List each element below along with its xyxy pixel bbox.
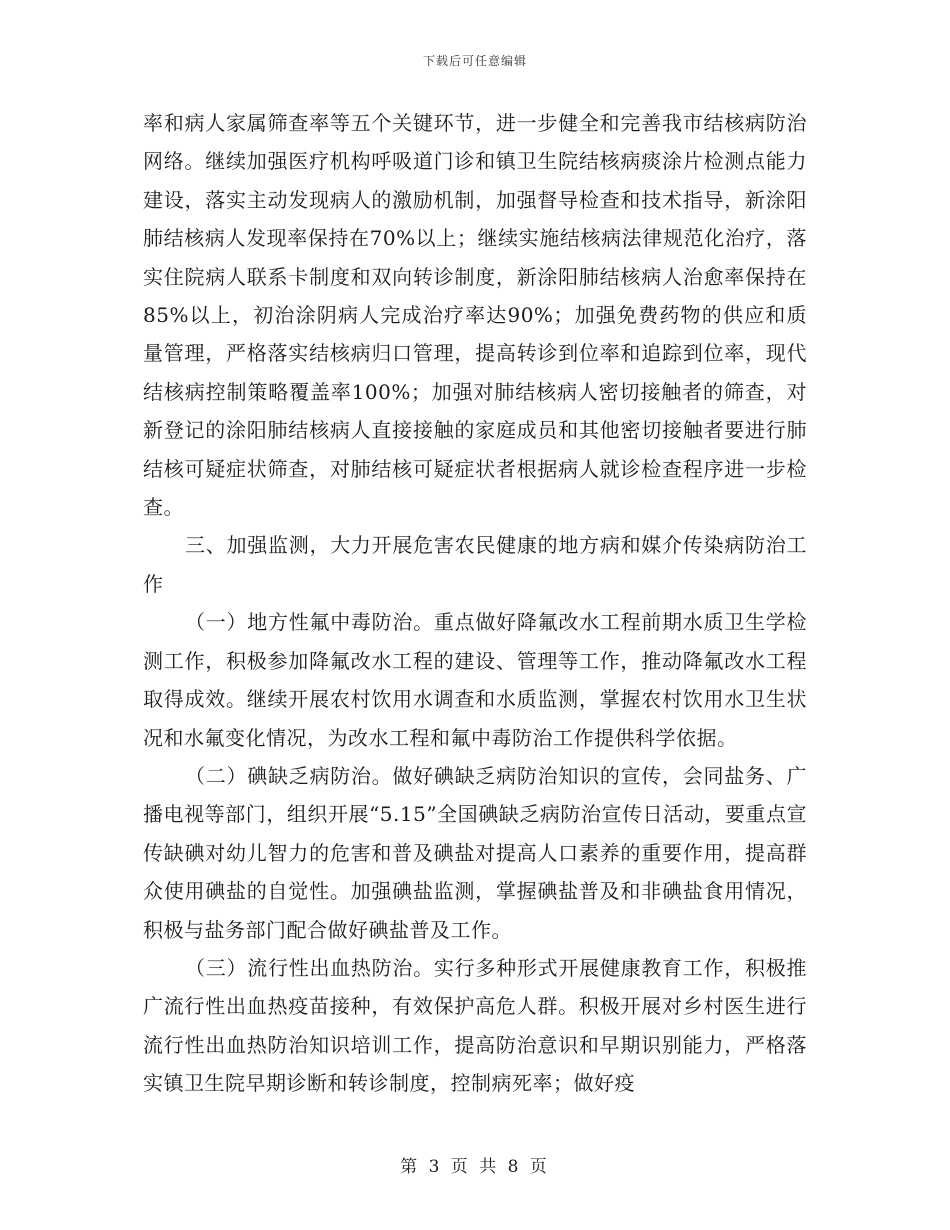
paragraph-tb-control: 率和病人家属筛查率等五个关键环节，进一步健全和完善我市结核病防治网络。继续加强医疗机构呼吸道门诊和镇卫生院结核病痰涂片检测点能力建设，落实主动发现病人的激励机制，加强督导检查和技术指导，新涂阳肺结核病人发现率保持在70%以上；继续实施结核病法律规范化治疗，落实住院病人联系卡制度和双向转诊制度，新涂阳肺结核病人治愈率保持在85%以上，初治涂阴病人完成治疗率达90%；加强免费药物的供应和质量管理，严格落实结核病归口管理，提高转诊到位率和追踪到位率，现代结核病控制策略覆盖率100%；加强对肺结核病人密切接触者的筛查，对新登记的涂阳肺结核病人直接接触的家庭成员和其他密切接触者要进行肺结核可疑症状筛查，对肺结核可疑症状者根据病人就诊检查程序进一步检查。	[143, 111, 807, 520]
page-header: 下载后可任意编辑	[422, 54, 527, 68]
section-heading-3: 三、加强监测，大力开展危害农民健康的地方病和媒介传染病防治工作	[143, 533, 807, 596]
paragraph-hemorrhagic-fever: （三）流行性出血热防治。实行多种形式开展健康教育工作，积极推广流行性出血热疫苗接种，有效保护高危人群。积极开展对乡村医生进行流行性出血热防治知识培训工作，提高防治意识和早期识别能力，严格落实镇卫生院早期诊断和转诊制度，控制病死率；做好疫	[143, 955, 807, 1096]
document-body	[143, 104, 807, 1103]
paragraph-iodine-deficiency: （二）碘缺乏病防治。做好碘缺乏病防治知识的宣传，会同盐务、广播电视等部门，组织开展“5.15”全国碘缺乏病防治宣传日活动，要重点宣传缺碘对幼儿智力的危害和普及碘盐对提高人口素养的重要作用，提高群众使用碘盐的自觉性。加强碘盐监测，掌握碘盐普及和非碘盐食用情况，积极与盐务部门配合做好碘盐普及工作。	[143, 763, 807, 942]
page-number-footer: 第 3 页 共 8 页	[400, 1157, 550, 1177]
paragraph-fluorosis: （一）地方性氟中毒防治。重点做好降氟改水工程前期水质卫生学检测工作，积极参加降氟改水工程的建设、管理等工作，推动降氟改水工程取得成效。继续开展农村饮用水调查和水质监测，掌握农村饮用水卫生状况和水氟变化情况，为改水工程和氟中毒防治工作提供科学依据。	[143, 610, 807, 750]
